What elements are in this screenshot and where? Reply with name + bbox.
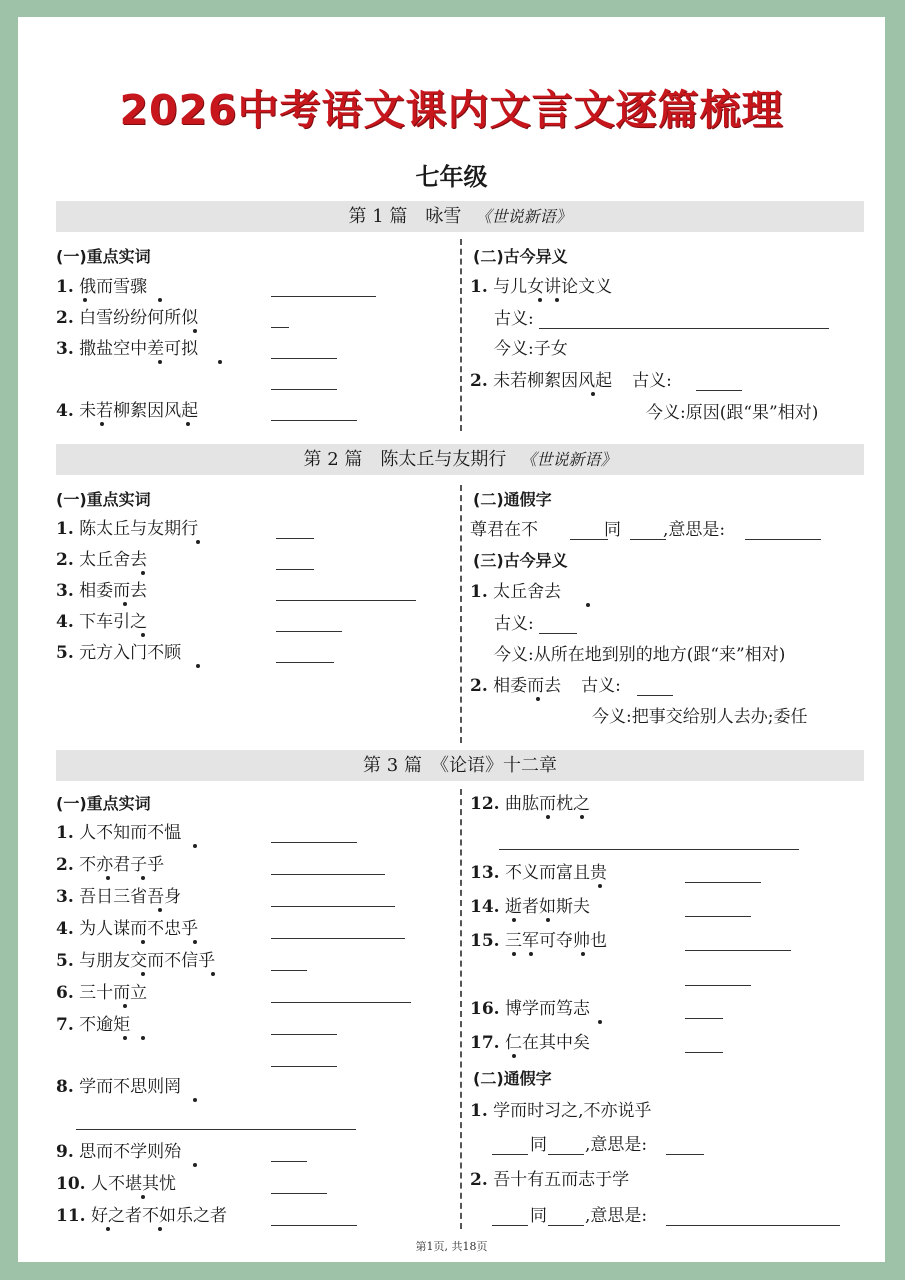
emphasis-dot [158, 360, 162, 364]
answer-blank[interactable] [271, 970, 307, 971]
section-2-source: 《世说新语》 [520, 450, 617, 469]
emphasis-dot [158, 1227, 162, 1231]
s3-item-11: 11. 好之者不如乐之者 [56, 1206, 227, 1226]
emphasis-dot [555, 298, 559, 302]
section-1-title: 第 1 篇 咏雪 [348, 206, 462, 227]
answer-blank[interactable] [745, 539, 821, 540]
s3-item-12: 12. 曲肱而枕之 [470, 794, 590, 814]
worksheet-page [18, 17, 885, 1262]
emphasis-dot [211, 972, 215, 976]
answer-blank[interactable] [539, 633, 577, 634]
s1-item-2: 2. 白雪纷纷何所似 [56, 308, 199, 328]
emphasis-dot [141, 633, 145, 637]
s3-item-17: 17. 仁在其中矣 [470, 1033, 590, 1053]
emphasis-dot [598, 1020, 602, 1024]
s3-tongjia-item-2: 2. 吾十有五而志于学 [470, 1170, 630, 1190]
emphasis-dot [193, 329, 197, 333]
s2-item-1: 1. 陈太丘与友期行 [56, 519, 199, 539]
answer-blank[interactable] [271, 906, 395, 907]
emphasis-dot [586, 603, 590, 607]
grade-heading: 七年级 [415, 162, 488, 191]
answer-blank[interactable] [276, 538, 314, 539]
emphasis-dot [123, 1036, 127, 1040]
answer-blank[interactable] [276, 600, 416, 601]
s2-item-5: 5. 元方入门不顾 [56, 643, 182, 663]
s1-gujin-item-2: 2. 未若柳絮因风起 古义: [470, 371, 672, 391]
s1-gujin-item-1: 1. 与儿女讲论文义 [470, 277, 613, 297]
section-1-source: 《世说新语》 [475, 207, 572, 226]
emphasis-dot [100, 422, 104, 426]
s1-gujin-1-new: 今义:子女 [494, 339, 568, 359]
emphasis-dot [591, 392, 595, 396]
emphasis-dot [193, 940, 197, 944]
section-2-header [56, 444, 864, 475]
emphasis-dot [218, 360, 222, 364]
s1-item-3: 3. 撒盐空中差可拟 [56, 339, 199, 359]
answer-blank[interactable] [499, 849, 799, 850]
s3-tongjia-item-1: 1. 学而时习之,不亦说乎 [470, 1101, 652, 1121]
answer-blank[interactable] [271, 1193, 327, 1194]
emphasis-dot [546, 918, 550, 922]
s1-key-words-heading: (一)重点实词 [56, 247, 151, 266]
answer-blank[interactable] [637, 695, 673, 696]
emphasis-dot [106, 876, 110, 880]
s3-item-8: 8. 学而不思则罔 [56, 1077, 182, 1097]
answer-blank[interactable] [685, 1018, 723, 1019]
answer-blank[interactable] [685, 882, 761, 883]
s3-item-5: 5. 与朋友交而不信乎 [56, 951, 216, 971]
answer-blank[interactable] [271, 1002, 411, 1003]
s3-item-7: 7. 不逾矩 [56, 1015, 131, 1035]
s3-key-words-heading: (一)重点实词 [56, 794, 151, 813]
answer-blank[interactable] [570, 539, 608, 540]
answer-blank[interactable] [271, 1161, 307, 1162]
emphasis-dot [536, 697, 540, 701]
s3-item-13: 13. 不义而富且贵 [470, 863, 607, 883]
emphasis-dot [546, 815, 550, 819]
emphasis-dot [123, 602, 127, 606]
emphasis-dot [158, 298, 162, 302]
s1-gujin-2-new: 今义:原因(跟“果”相对) [646, 403, 819, 423]
answer-blank[interactable] [271, 327, 289, 328]
answer-blank[interactable] [271, 358, 337, 359]
answer-blank[interactable] [271, 389, 337, 390]
emphasis-dot [193, 1163, 197, 1167]
answer-blank[interactable] [276, 631, 342, 632]
s3-item-16: 16. 博学而笃志 [470, 999, 590, 1019]
s1-gujin-1-old: 古义: [494, 309, 534, 329]
emphasis-dot [141, 876, 145, 880]
answer-blank[interactable] [685, 916, 751, 917]
answer-blank[interactable] [271, 1225, 357, 1226]
s3-item-10: 10. 人不堪其忧 [56, 1174, 176, 1194]
s2-key-words-heading: (一)重点实词 [56, 490, 151, 509]
answer-blank[interactable] [271, 1066, 337, 1067]
emphasis-dot [141, 972, 145, 976]
s1-item-1: 1. 俄而雪骤 [56, 277, 148, 297]
s2-gujin-1-old: 古义: [494, 614, 534, 634]
answer-blank[interactable] [696, 390, 742, 391]
s3-item-15: 15. 三军可夺帅也 [470, 931, 607, 951]
s3-item-3: 3. 吾日三省吾身 [56, 887, 182, 907]
answer-blank[interactable] [276, 662, 334, 663]
s1-item-4: 4. 未若柳絮因风起 [56, 401, 199, 421]
section-3-title: 第 3 篇 《论语》十二章 [363, 755, 557, 776]
answer-blank[interactable] [271, 874, 385, 875]
emphasis-dot [512, 952, 516, 956]
emphasis-dot [141, 940, 145, 944]
emphasis-dot [581, 952, 585, 956]
s3-tongjia-heading: (二)通假字 [473, 1069, 552, 1088]
emphasis-dot [141, 571, 145, 575]
s2-tongjia-line: 尊君在不 同 ,意思是: [470, 520, 726, 540]
s3-tongjia-1-answer: 同 ,意思是: [530, 1135, 648, 1155]
section-2-divider [460, 485, 462, 743]
answer-blank[interactable] [539, 328, 829, 329]
emphasis-dot [186, 422, 190, 426]
emphasis-dot [83, 298, 87, 302]
emphasis-dot [580, 815, 584, 819]
section-2-title: 第 2 篇 陈太丘与友期行 [303, 449, 507, 470]
answer-blank[interactable] [492, 1154, 528, 1155]
answer-blank[interactable] [548, 1225, 584, 1226]
s2-item-3: 3. 相委而去 [56, 581, 148, 601]
s2-gujin-heading: (三)古今异义 [473, 551, 568, 570]
answer-blank[interactable] [271, 420, 357, 421]
emphasis-dot [141, 1195, 145, 1199]
answer-blank[interactable] [548, 1154, 584, 1155]
answer-blank[interactable] [271, 296, 376, 297]
emphasis-dot [123, 1004, 127, 1008]
answer-blank[interactable] [271, 938, 405, 939]
s2-tongjia-heading: (二)通假字 [473, 490, 552, 509]
s2-gujin-1-new: 今义:从所在地到别的地方(跟“来”相对) [494, 645, 786, 665]
emphasis-dot [529, 952, 533, 956]
section-3-divider [460, 789, 462, 1229]
answer-blank[interactable] [492, 1225, 528, 1226]
emphasis-dot [512, 1054, 516, 1058]
answer-blank[interactable] [685, 950, 791, 951]
emphasis-dot [512, 918, 516, 922]
section-1-divider [460, 239, 462, 431]
emphasis-dot [106, 1227, 110, 1231]
answer-blank[interactable] [276, 569, 314, 570]
emphasis-dot [196, 664, 200, 668]
s3-item-14: 14. 逝者如斯夫 [470, 897, 590, 917]
s3-item-4: 4. 为人谋而不忠乎 [56, 919, 199, 939]
answer-blank[interactable] [630, 539, 666, 540]
emphasis-dot [538, 298, 542, 302]
answer-blank[interactable] [685, 1052, 723, 1053]
emphasis-dot [193, 1098, 197, 1102]
emphasis-dot [158, 908, 162, 912]
emphasis-dot [196, 540, 200, 544]
page-title: 2026中考语文课内文言文逐篇梳理 [119, 86, 784, 134]
answer-blank[interactable] [666, 1225, 840, 1226]
emphasis-dot [598, 884, 602, 888]
s3-item-9: 9. 思而不学则殆 [56, 1142, 182, 1162]
emphasis-dot [193, 844, 197, 848]
s2-item-2: 2. 太丘舍去 [56, 550, 148, 570]
s3-item-2: 2. 不亦君子乎 [56, 855, 165, 875]
answer-blank[interactable] [666, 1154, 704, 1155]
section-3-header [56, 750, 864, 781]
answer-blank[interactable] [685, 985, 751, 986]
s3-tongjia-2-answer: 同 ,意思是: [530, 1206, 648, 1226]
s2-item-4: 4. 下车引之 [56, 612, 148, 632]
s3-item-6: 6. 三十而立 [56, 983, 148, 1003]
answer-blank[interactable] [271, 842, 357, 843]
s2-gujin-item-1: 1. 太丘舍去 [470, 582, 562, 602]
s3-item-1: 1. 人不知而不愠 [56, 823, 182, 843]
answer-blank[interactable] [76, 1129, 356, 1130]
s2-gujin-item-2: 2. 相委而去 古义: [470, 676, 621, 696]
section-1-header [56, 201, 864, 232]
s2-gujin-2-new: 今义:把事交给别人去办;委任 [592, 707, 808, 727]
page-footer: 第1页, 共18页 [415, 1240, 488, 1253]
s1-gujin-heading: (二)古今异义 [473, 247, 568, 266]
answer-blank[interactable] [271, 1034, 337, 1035]
emphasis-dot [141, 1036, 145, 1040]
